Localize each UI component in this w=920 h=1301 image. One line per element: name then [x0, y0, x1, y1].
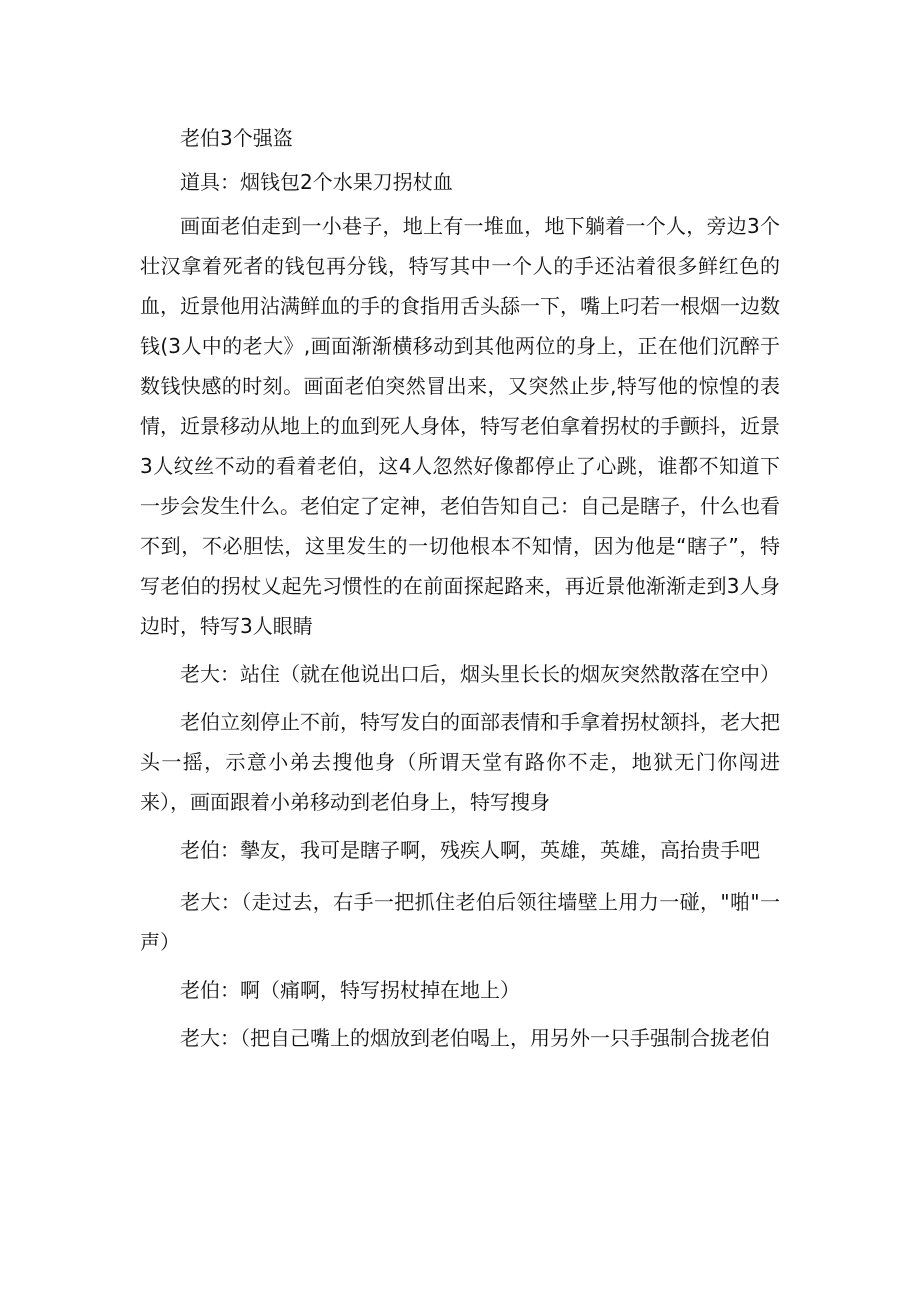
document-body [140, 118, 780, 1066]
scene-description-paragraph: 老伯立刻停止不前，特写发白的面部表情和手拿着拐杖颔抖，老大把头一摇，示意小弟去搜他身（所谓天堂有路你不走，地狱无门你闯进来），画面跟着小弟移动到老伯身上，特写搜身 [140, 710, 780, 814]
scene-description-paragraph: 画面老伯走到一小巷子，地上有一堆血，地下躺着一个人，旁边3个壮汉拿着死者的钱包再分钱，特写其中一个人的手还沾着很多鲜红色的血，近景他用沾满鲜血的手的食指用舌头舔一下，嘴上叼若一根烟一边数钱(3人中的老大》,画面渐渐横移动到其他两位的身上，正在他们沉醉于数钱快感的时刻。画面老伯突然冒出来，又突然止步,特写他的惊惶的表情，近景移动从地上的血到死人身体，特写老伯拿着拐杖的手颤抖，近景3人纹丝不动的看着老伯，这4人忽然好像都停止了心跳，谁都不知道下一步会发生什么。老伯定了定神，老伯告知自己：自己是瞎子，什么也看不到，不必胆怯，这里发生的一切他根本不知情，因为他是“瞎子”，特写老伯的拐杖乂起先习惯性的在前面探起路来，再近景他渐渐走到3人身边时，特写3人眼睛 [140, 214, 780, 638]
props-line: 道具：烟钱包2个水果刀拐杖血 [180, 170, 453, 194]
dialogue-line: 老伯：摰友，我可是瞎子啊，残疾人啊，英雄，英雄，高抬贵手吧 [180, 838, 760, 862]
dialogue-line: 老大：站住（就在他说出口后，烟头里长长的烟灰突然散落在空中） [180, 662, 780, 686]
dialogue-line: 老大：（把自己嘴上的烟放到老伯喝上，用另外一只手强制合拢老伯 [180, 1026, 770, 1050]
scene-title: 老伯3个强盗 [180, 126, 293, 150]
dialogue-line: 老大：（走过去，右手一把抓住老伯后领往墙壁上用力一碰，"啪"一声） [140, 890, 780, 954]
dialogue-line: 老伯：啊（痛啊，特写拐杖掉在地上） [180, 978, 520, 1002]
